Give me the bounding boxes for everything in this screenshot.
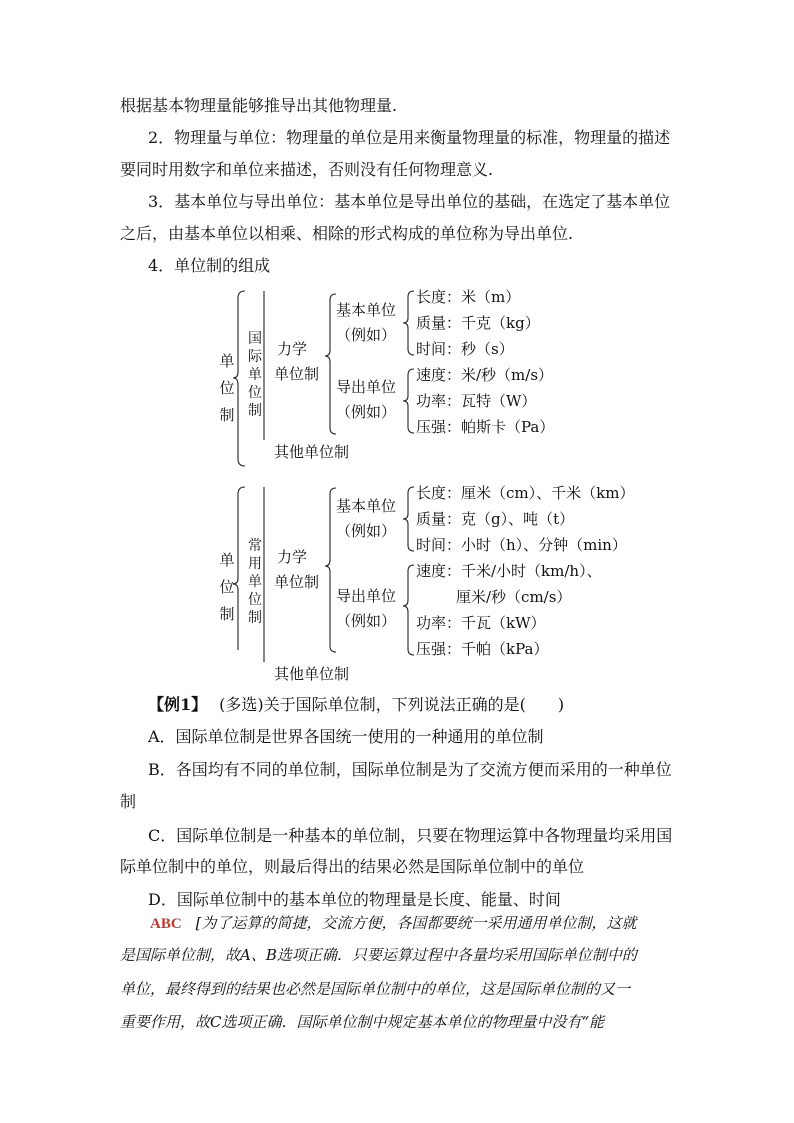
diagram1-derived-units-label: 导出单位	[336, 378, 397, 396]
example-question	[148, 695, 564, 715]
solution-line-2: 是国际单位制，故A、B选项正确．只要运算过程中各量均采用国际单位制中的	[120, 946, 637, 964]
diagram1-derived-item-power: 功率：瓦特（W）	[416, 392, 537, 410]
diagram2-derived-item-pressure: 压强：千帕（kPa）	[416, 640, 549, 658]
option-c-line-1: C．国际单位制是一种基本的单位制，只要在物理运算中各物理量均采用国	[148, 826, 673, 845]
option-a: A．国际单位制是世界各国统一使用的一种通用的单位制	[148, 727, 544, 746]
example-question-text: (多选)关于国际单位制，下列说法正确的是( )	[219, 695, 565, 714]
diagram2-base-item-length: 长度：厘米（cm）、千米（km）	[416, 484, 635, 502]
paragraph-2-line-2: 要同时用数字和单位来描述，否则没有任何物理意义.	[120, 160, 494, 179]
diagram2-derived-example-label: （例如）	[336, 612, 397, 630]
answer-key: ABC	[150, 916, 182, 932]
example-label: 【例1】	[148, 695, 208, 714]
diagram2-root-char-1: 单	[219, 551, 235, 569]
diagram1-derived-item-speed: 速度：米/秒（m/s）	[416, 366, 554, 384]
diagram2-mechanics-label: 力学	[277, 548, 308, 566]
diagram2-root-brace	[233, 487, 245, 650]
diagram1-mechanics-system-label: 单位制	[274, 365, 320, 383]
diagram2-root-char-2: 位	[219, 578, 235, 596]
diagram1-root-char-3: 制	[219, 406, 235, 424]
diagram2-base-brace	[403, 487, 414, 551]
paragraph-3-line-1: 3．基本单位与导出单位：基本单位是导出单位的基础，在选定了基本单位	[148, 192, 671, 211]
diagram2-derived-brace	[403, 565, 414, 655]
solution-line-4: 重要作用，故C选项正确．国际单位制中规定基本单位的物理量中没有“能	[120, 1013, 605, 1031]
paragraph-2-line-1: 2．物理量与单位：物理量的单位是用来衡量物理量的标准，物理量的描述	[148, 128, 671, 147]
diagram2-root-char-3: 制	[219, 605, 235, 623]
diagram1-mechanics-label: 力学	[277, 340, 308, 358]
diagram1-base-item-time: 时间：秒（s）	[416, 340, 514, 358]
diagram1-derived-example-label: （例如）	[336, 403, 397, 421]
diagram2-base-item-mass: 质量：克（g）、吨（t）	[416, 510, 575, 528]
diagram1-system-char-5: 制	[248, 403, 262, 419]
diagram2-system-char-4: 位	[248, 592, 262, 608]
diagram1-base-item-mass: 质量：千克（kg）	[416, 314, 540, 332]
diagram1-system-char-2: 际	[248, 349, 262, 365]
solution-line-1	[150, 913, 637, 934]
diagram1-system-char-1: 国	[248, 331, 262, 347]
diagram2-system-char-3: 单	[248, 574, 262, 590]
paragraph-3-line-2: 之后，由基本单位以相乘、相除的形式构成的单位称为导出单位.	[120, 224, 574, 243]
diagram2-derived-item-power: 功率：千瓦（kW）	[416, 614, 546, 632]
diagram2-base-units-label: 基本单位	[336, 497, 397, 515]
paragraph-4-heading: 4．单位制的组成	[148, 256, 271, 275]
diagram2-other-systems: 其他单位制	[274, 665, 350, 683]
diagram2-derived-item-speed: 速度：千米/小时（km/h）、	[416, 562, 602, 580]
diagram1-derived-item-pressure: 压强：帕斯卡（Pa）	[416, 418, 555, 436]
diagram2-base-item-time: 时间：小时（h）、分钟（min）	[416, 536, 627, 554]
diagram1-root-char-1: 单	[219, 352, 235, 370]
diagram1-mechanics-brace	[325, 294, 336, 434]
option-b-line-2: 制	[120, 792, 137, 811]
diagram2-base-example-label: （例如）	[336, 522, 397, 540]
diagram1-other-systems: 其他单位制	[274, 443, 350, 461]
diagram2-system-char-5: 制	[248, 610, 262, 626]
diagram1-system-char-3: 单	[248, 367, 262, 383]
diagram2-derived-units-label: 导出单位	[336, 587, 397, 605]
option-d: D．国际单位制中的基本单位的物理量是长度、能量、时间	[148, 890, 561, 909]
diagram1-base-units-label: 基本单位	[336, 301, 397, 319]
solution-line-3: 单位，最终得到的结果也必然是国际单位制中的单位，这是国际单位制的又一	[120, 980, 631, 998]
option-c-line-2: 际单位制中的单位，则最后得出的结果必然是国际单位制中的单位	[120, 857, 585, 876]
diagram1-root-brace	[233, 291, 245, 466]
diagram2-system-char-1: 常	[248, 538, 262, 554]
diagram2-mechanics-system-label: 单位制	[274, 573, 320, 591]
intro-line-1: 根据基本物理量能够推导出其他物理量.	[120, 96, 398, 115]
diagram1-base-example-label: （例如）	[336, 326, 397, 344]
diagram1-system-char-4: 位	[248, 385, 262, 401]
diagram2-derived-item-speed-cont: 厘米/秒（cm/s）	[456, 588, 572, 606]
diagram1-base-brace	[403, 291, 414, 355]
diagram1-root-char-2: 位	[219, 379, 235, 397]
option-b-line-1: B．各国均有不同的单位制，国际单位制是为了交流方便而采用的一种单位	[148, 760, 672, 779]
solution-text-1: [为了运算的简捷，交流方便，各国都要统一采用通用单位制，这就	[195, 914, 637, 932]
diagram1-base-item-length: 长度：米（m）	[416, 288, 521, 306]
diagram2-system-char-2: 用	[248, 556, 262, 572]
diagram2-mechanics-brace	[325, 488, 336, 652]
diagram1-derived-brace	[403, 369, 414, 433]
